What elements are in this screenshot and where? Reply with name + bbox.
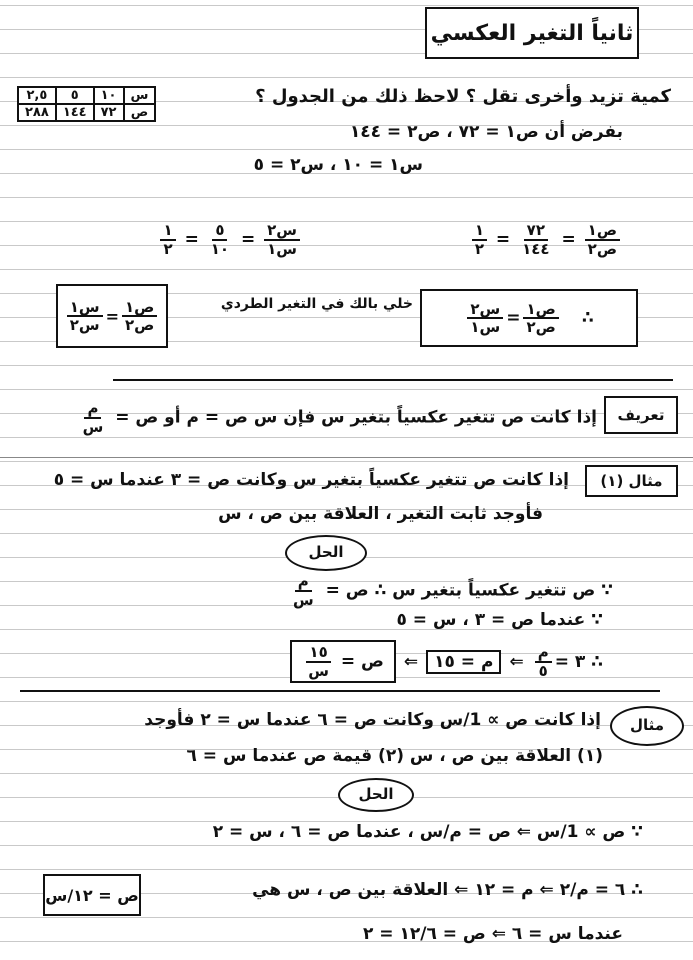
title-box <box>425 7 639 59</box>
denominator: س١ <box>470 318 501 336</box>
numerator: م <box>84 400 101 419</box>
table-row-x <box>18 87 155 104</box>
example1-final-box <box>290 640 396 683</box>
equals: = <box>561 229 576 250</box>
example2-step-3: عندما س = ٦ ⇐ ص = ١٢/٦ = ٢ <box>363 924 623 944</box>
equals: = <box>184 229 199 250</box>
k-value-box <box>426 650 501 674</box>
numerator: س٢ <box>467 301 503 320</box>
implies-arrow: ⇐ <box>509 651 524 672</box>
example2-text-1: إذا كانت ص ∝ 1/س وكانت ص = ٦ عندما س = ٢ فأوجد <box>144 710 601 730</box>
definition-sentence: إذا كانت ص تتغير عكسياً بتغير س فإن س ص = م أو ص = <box>115 407 597 428</box>
divider <box>0 457 693 458</box>
equals: = <box>105 306 119 326</box>
denominator: س٢ <box>69 316 100 334</box>
example1-step-3 <box>290 640 603 683</box>
page-title: ثانياً التغير العكسي <box>430 20 634 46</box>
numerator: س٢ <box>264 222 300 241</box>
numerator: ص١ <box>585 222 620 241</box>
intro-line-2: بفرض أن ص١ = ٧٢ ، ص٢ = ١٤٤ <box>349 122 623 142</box>
fraction <box>585 222 620 257</box>
fraction <box>67 299 103 334</box>
denominator: س١ <box>267 239 297 258</box>
equals: = <box>495 229 511 250</box>
example1-solution-oval <box>285 535 367 571</box>
numerator: ص١ <box>122 299 157 318</box>
denominator: س <box>308 661 329 680</box>
final-relation: ص = ١٢/س <box>45 885 139 905</box>
fraction <box>208 222 232 257</box>
intro-line-1: كمية تزيد وأخرى تقل ؟ لاحظ ذلك من الجدول ؟ <box>255 86 671 107</box>
numerator: ١ <box>472 222 487 241</box>
denominator: س <box>292 590 314 609</box>
ratio-y <box>469 222 623 257</box>
example1-step-1 <box>287 573 613 608</box>
table-cell: ٧٢ <box>94 104 124 121</box>
fraction <box>80 400 107 435</box>
table-cell: ص <box>124 104 156 121</box>
divider <box>113 379 673 381</box>
therefore-symbol: ∴ <box>581 308 594 328</box>
example2-solution-oval <box>338 778 414 812</box>
intro-line-3: س١ = ١٠ ، س٢ = ٥ <box>253 155 423 175</box>
fraction <box>535 644 552 679</box>
fraction <box>519 222 552 257</box>
table-cell: ١٠ <box>94 87 124 104</box>
fraction <box>264 222 300 257</box>
definition-text <box>77 400 597 435</box>
numerator: ٧٢ <box>524 222 548 241</box>
table-cell: س <box>124 87 156 104</box>
table-cell: ٢٨٨ <box>18 104 56 121</box>
denominator: ٢ <box>474 239 484 258</box>
k-value: م = ١٥ <box>434 651 494 672</box>
denominator: ص٢ <box>587 239 617 258</box>
denominator: ٥ <box>538 661 548 680</box>
final-text: ص = <box>340 651 384 672</box>
fraction <box>160 222 175 257</box>
fraction <box>472 222 487 257</box>
example1-text-1: إذا كانت ص تتغير عكسياً بتغير س وكانت ص = ٣ عندما س = ٥ <box>53 470 569 490</box>
numerator: م <box>535 644 552 663</box>
fraction <box>305 644 332 679</box>
denominator: ص٢ <box>526 318 556 336</box>
step-text: ∴ ٣ = <box>554 651 603 672</box>
equals: = <box>506 308 521 328</box>
step-text: ∵ ص تتغير عكسياً بتغير س ∴ ص = <box>325 580 613 601</box>
numerator: ١٥ <box>306 644 330 663</box>
denominator: س <box>82 417 104 436</box>
implies-arrow: ⇐ <box>403 651 419 672</box>
fraction <box>122 299 157 334</box>
ratio-x <box>157 222 303 257</box>
example2-final-box <box>43 874 141 916</box>
values-table <box>17 86 156 122</box>
table-row-y <box>18 104 155 121</box>
example2-label-oval <box>610 706 684 746</box>
equals: = <box>240 229 256 250</box>
example2-label: مثال <box>629 716 665 734</box>
example2-step-1: ∵ ص ∝ 1/س ⇐ ص = م/س ، عندما ص = ٦ ، س = ٢ <box>212 822 643 842</box>
denominator: ٢ <box>163 239 173 258</box>
table-cell: ٥ <box>56 87 94 104</box>
example1-label-box <box>585 465 678 497</box>
example2-step-2: ∴ ٦ = م/٢ ⇐ م = ١٢ ⇐ العلاقة بين ص ، س هي <box>252 880 643 900</box>
numerator: ٥ <box>212 222 227 241</box>
definition-label: تعريف <box>617 406 665 424</box>
example1-text-2: فأوجد ثابت التغير ، العلاقة بين ص ، س <box>218 504 543 524</box>
numerator: م <box>295 573 312 592</box>
direct-variation-box <box>56 284 168 348</box>
definition-label-box <box>604 396 678 434</box>
table-cell: ١٤٤ <box>56 104 94 121</box>
fraction <box>523 301 558 336</box>
denominator: ١٠ <box>210 239 230 258</box>
example1-step-2: ∵ عندما ص = ٣ ، س = ٥ <box>396 610 603 630</box>
denominator: ص٢ <box>124 316 155 334</box>
example2-text-2: (١) العلاقة بين ص ، س (٢) قيمة ص عندما س = ٦ <box>186 746 603 766</box>
direct-variation-note: خلي بالك في التغير الطردي <box>220 296 413 312</box>
solution-label: الحل <box>358 785 394 803</box>
divider <box>20 690 660 692</box>
numerator: س١ <box>67 299 103 318</box>
fraction <box>290 573 317 608</box>
example1-label: مثال (١) <box>600 472 663 490</box>
fraction <box>467 301 503 336</box>
result-box <box>420 289 638 347</box>
numerator: ١ <box>160 222 175 241</box>
numerator: ص١ <box>523 301 558 320</box>
solution-label: الحل <box>308 543 344 561</box>
denominator: ١٤٤ <box>522 239 550 258</box>
table-cell: ٢,٥ <box>18 87 56 104</box>
